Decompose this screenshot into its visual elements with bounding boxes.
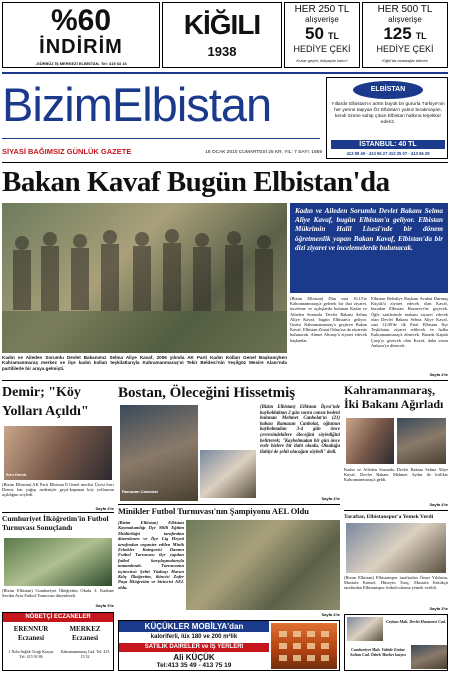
mid-rule [2, 380, 448, 381]
cumhuriyet-headline: Cumhuriyet İlköğretim'in Futbol Turnuvası Sonuçlandı [2, 514, 109, 532]
indirim-word: İNDİRİM [39, 36, 123, 58]
masthead-rule [2, 72, 448, 74]
nobetci-title: NÖBETÇİ ECZANELER [3, 613, 113, 622]
masthead-subtitle: SİYASİ BAĞIMSIZ GÜNLÜK GAZETE [2, 147, 132, 156]
bakan-photo-2 [397, 418, 446, 464]
kucukler-line3: SATILIK DAİRELER ve İŞ YERLERİ [119, 643, 269, 652]
bostan-body: (Bizim Elbistan) Elbistan İlçesi'nde kaybolduktan 2 gün sonra cansız bedeni bulunan Mehmet Canbolat'ın (21) babası Ramazan Canbolat, oğlunun kaybolmadan 3-4 gün önce çevresindekilere öleceğini söylediğini belirterek; "Kaybolmadan bir gün önce evde bizlere bir ilahi okudu. Okuduğu ilahiyi de şehit olacağını söyledi" dedi. [260, 405, 340, 455]
lead-column-2: Elbistan Belediye Başkanı Avukat Durmuş Küçük'ü ziyaret edecek olan Kavaf, buradan Elbistan Huzurevi'ne geçecek. Öğle saatlerinde makam ziyaret edecek olan Devlet Bakanı Selma Aliye Kavaf, saat 14.00'de ilk Parti Elbistan İlçe Teşkilatını ziyaret edilecek ve halka Kahramanmaraş'a dönecek. Burada Kapalı Çarşı'yı gezecek olan Kavaf, daha sonra Ankara'ya dönecek. [371, 296, 448, 348]
gift1-amount: 50 [305, 24, 324, 43]
eczane-1-name: ERENNUR Eczanesi [13, 625, 49, 642]
kucukler-ad [118, 620, 340, 671]
oz-elbistan-phones: 413 89 49 - 413 65 27 413 25 07 - 413 65 29 [346, 151, 430, 156]
kigili-year: 1938 [207, 44, 237, 59]
lead-headline: Bakan Kavaf Bugün Elbistan'da [2, 166, 390, 198]
gift2-line2: alışverişe [388, 15, 422, 24]
kucukler-title: KÜÇÜKLER MOBİLYA'dan [119, 621, 269, 632]
crowd-photo-shapes [2, 203, 287, 353]
gift2-line1: HER 500 TL [377, 4, 433, 15]
gift-ad-250 [284, 2, 360, 68]
demir-see-page[interactable]: Sayfa 4'te [95, 506, 114, 511]
building-icon [271, 623, 337, 669]
demir-body: (Bizim Elbistan) AK Parti Elbistan İl Genel meclisi Üyesi Sırrı Demir, kar yağışı nedeniyle geçit-kapanan köy yollarının açıldığını söyledi. [2, 482, 114, 498]
lead-top-rule [2, 162, 448, 163]
kucukler-phone: Tel:413 35 49 - 413 75 19 [156, 662, 232, 669]
kigili-ad [162, 2, 282, 68]
masthead-title: BizimElbistan [2, 78, 272, 131]
gift1-unit: TL [327, 31, 339, 41]
bostan-photo-label: Ramazan Canbolat [122, 489, 158, 494]
bakan-see-page[interactable]: Sayfa 4'te [429, 502, 448, 507]
nobetci-box [2, 612, 114, 671]
gift2-unit: TL [415, 31, 427, 41]
minikler-see-page[interactable]: Sayfa 4'te [321, 612, 340, 617]
minikler-body: (Bizim Elbistan) Elbistan Kaymakamlığı İlçe Milli Eğitim Müdürlüğü tarafından düzenlenen ve İlçe Lig Heyeti tarafından organize edilen Minik Erkekler Kategorisi Damını Futbol Turnuvası ilçe yapılan futbol karşılaşmalarıyla tamamlandı. Turnuvanın üçüncüsü Şehit Yüzbaşı Harun Kılıç İlköğretim, ikincisi Zafer Paşa İlköğretim ve birincisi AEL oldu. [118, 520, 184, 590]
gift1-line1: HER 250 TL [294, 4, 350, 15]
demir-photo [4, 426, 112, 480]
taraftar-body: (Bizim Elbistan) Elbistanspor taraftarları Ömer Yıldırım, Mustafa Kimsel, Hüseyin Tunç, Mustafa Kütükçü tarafından Elbistanspor futbolcularına yemek verildi. [344, 575, 448, 591]
cumhuriyet-body: (Bizim Elbistan) Cumhuriyet İlköğretim Okulu 3. Kadime Sevdar Aras Futbol Turnuvası düzenlendi. [2, 588, 114, 599]
kucukler-line2: kaloriferli, lüx 180 ve 200 m²lik [150, 634, 238, 640]
minikler-rule [118, 504, 340, 505]
bostan-photo-2 [200, 450, 256, 498]
bakan-body: Kadın ve Aileden Sorumlu Devlet Bakanı Selma Aliye Kavaf, Devlet Bakanı Mehmet Aydın ile birlikte Kahramanmaraş'a geldi. [344, 467, 448, 483]
gift-ad-500 [362, 2, 448, 68]
eczane-1-address: 1 Nolu Sağlık Ocağı Karşısı Tel: 415 92 86 [8, 649, 54, 659]
minikler-photo [186, 520, 340, 610]
indirim-percent: %60 [50, 4, 112, 37]
bakan-headline: Kahramanmaraş, İki Bakanı Ağırladı [344, 383, 444, 411]
taraftar-see-page[interactable]: Sayfa 3'te [429, 606, 448, 611]
indirim-subtitle: -GÜRBÜZ İŞ MERKEZİ ELBİSTAN- Tel: 415 63 16 [35, 61, 127, 66]
demir-headline: Demir; "Köy Yolları Açıldı" [2, 385, 89, 419]
ceykan-ad [344, 614, 448, 671]
cumhuriyet-photo [4, 538, 112, 586]
kucukler-name: Ali KÜÇÜK [173, 653, 215, 662]
kucukler-building-image [271, 623, 337, 669]
bakan-photo-1 [346, 418, 394, 464]
lead-see-page[interactable]: Sayfa 4'te [429, 372, 448, 377]
oz-elbistan-logo: ELBİSTAN [353, 81, 423, 99]
ceykan-photo-2 [411, 645, 447, 669]
bostan-headline: Bostan, Öleceğini Hissetmiş [118, 385, 296, 401]
masthead-issue: 16 OCAK 2010 CUMARTESİ 25 KR. YIL: 7 SAYI: 1859 [205, 150, 322, 155]
lead-photo-caption: Kadın ve Aileden Sorumlu Devlet Bakanımız Selma Aliye Kavaf, 2006 yılında AK Parti Kadın Kolları Genel Başkanıyken Kahramanmaraş merkez ve ilçe kadın kolları teşkilatlarıyla Kahramanmaraş'ın Tekir Beldesi'nin Yeşilgöz Mesire Alanı'nda partililerle bir araya gelmişti. [2, 355, 287, 371]
kigili-logo: KİĞILI [183, 9, 261, 40]
cumhuriyet-see-page[interactable]: Sayfa 3'te [95, 603, 114, 608]
demir-photo-label: Sırrı Demir [6, 472, 27, 477]
oz-elbistan-city: İSTANBUL: 40 TL [331, 140, 445, 149]
masthead-underline [2, 138, 320, 139]
taraftar-photo [346, 523, 446, 573]
oz-elbistan-promo [326, 77, 448, 159]
lead-intro: Kadın ve Aileden Sorumlu Devlet Bakanı Selma Aliye Kavaf, bugün Elbistan'a geliyor. Elbistan Mükrimin Halil Lisesi'nde bir dönem öğretmenlik yapan Bakan Kavaf, Elbistan'da bir dizi ziyaret ve incelemelerde bulunacak. [290, 203, 448, 293]
indirim-ad [2, 2, 160, 68]
bostan-see-page[interactable]: Sayfa 4'te [321, 496, 340, 501]
gift2-note: Kiğılı'da avantajlar bitmez [382, 58, 428, 63]
taraftar-headline: Taraftar, Elbistanspor'a Yemek Verdi [344, 514, 434, 520]
bostan-photo-1 [120, 405, 198, 501]
cumhuriyet-rule [2, 512, 114, 513]
gift1-label: HEDİYE ÇEKİ [293, 44, 351, 54]
eczane-2-name: MERKEZ Eczanesi [69, 625, 101, 642]
gift1-note: Kızlar geçici, ihtiyaçlar kalıcı! [296, 58, 348, 63]
gift1-line2: alışverişe [305, 15, 339, 24]
lead-column-1: (Bizim Elbistan) Dün saat 16.15'te Kahramanmaraş'a gelerek bir dizi ziyaret, inceleme ve açılışlarda bulunan Kadın ve Aileden Sorumlu Devlet Bakanı Selma Aliye Kavaf, bugün Elbistan'a geliyor. Gezisi Kahramanmaraş'a geçtiren Bakan Kavaf, Elbistan Ziraat Odası'na da ziyarette bulunacak. Ahmet Altınay'a ziyaret edecek başkanlar. [290, 296, 367, 343]
oz-elbistan-text: Yıllardır Elbistan'ın aörtn büyük bir gururla Türkiye'nin her yerine taşıyan Öz Elbistan'ı yalnız bırakmayan, kendi özüne sahip çıkan Elbistan halkına teşekkür ederiz. [331, 102, 445, 125]
ceykan-line2: Cumhuriyet Mah. Vahide Emine Sultan Cad. Özbek Market karşısı [350, 647, 406, 657]
eczane-2-address: Kahramanmaraş Cad. Tel: 413 15 52 [60, 649, 110, 659]
gift2-amount: 125 [383, 24, 412, 43]
ceykan-photo-1 [347, 617, 383, 641]
minikler-headline: Minikler Futbol Turnuvası'nın Şampiyonu AEL Oldu [118, 507, 309, 516]
gift2-label: HEDİYE ÇEKİ [376, 44, 434, 54]
taraftar-rule [344, 510, 448, 511]
ceykan-title: Ceykan Mah. Devlet Hastanesi Cad. [386, 619, 446, 624]
lead-photo [2, 203, 287, 353]
